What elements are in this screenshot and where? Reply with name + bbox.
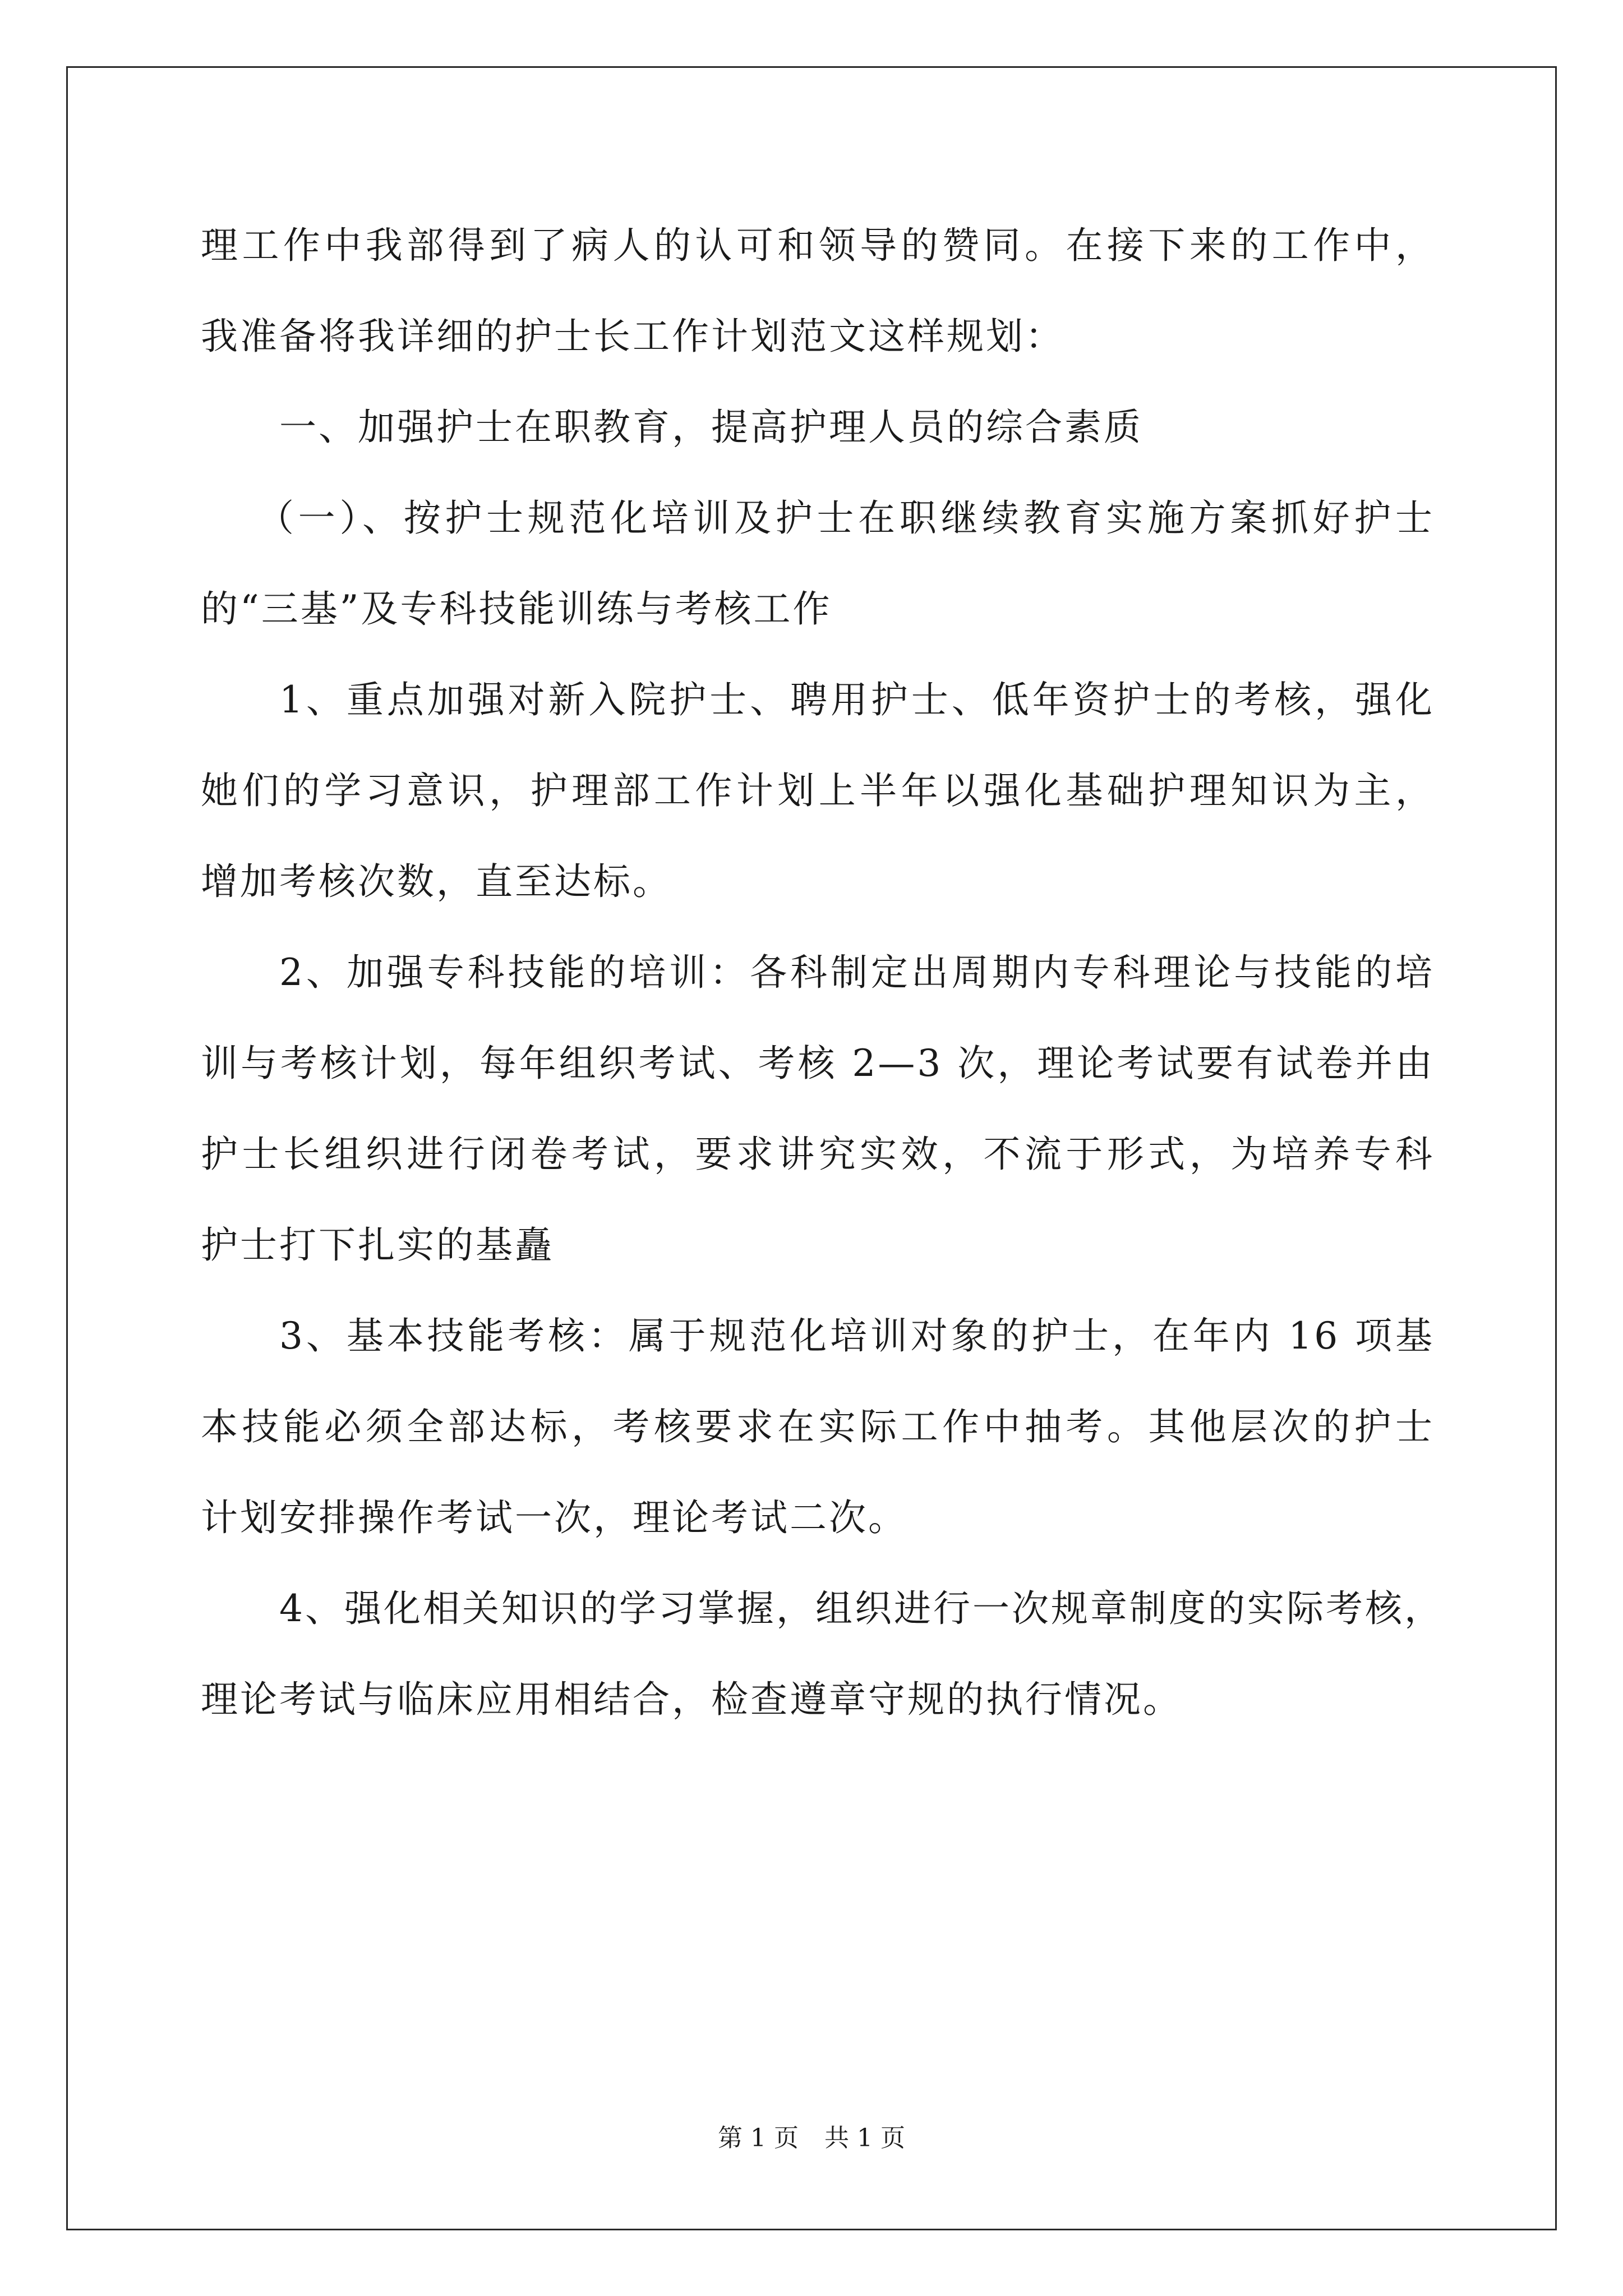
item-4-line-2: 理论考试与临床应用相结合，检查遵章守规的执行情况。	[201, 1678, 1182, 1721]
item-4-line-1: 4、强化相关知识的学习掌握，组织进行一次规章制度的实际考核，	[279, 1587, 1444, 1630]
item-2-line-2: 训与考核计划，每年组织考试、考核 2—3 次，理论考试要有试卷并由	[201, 1042, 1435, 1085]
text-line-2: 我准备将我详细的护士长工作计划范文这样规划：	[201, 315, 1064, 358]
item-2-line-4: 护士打下扎实的基矗	[201, 1223, 554, 1267]
page-footer	[0, 2123, 1623, 2154]
text-line-1: 理工作中我部得到了病人的认可和领导的赞同。在接下来的工作中，	[201, 224, 1435, 267]
item-1-line-2: 她们的学习意识，护理部工作计划上半年以强化基础护理知识为主，	[201, 769, 1435, 812]
item-3-line-3: 计划安排操作考试一次，理论考试二次。	[201, 1496, 907, 1539]
item-1-line-1: 1、重点加强对新入院护士、聘用护士、低年资护士的考核，强化	[279, 678, 1435, 721]
item-1-line-3: 增加考核次数，直至达标。	[201, 860, 672, 903]
section-heading-1: 一、加强护士在职教育，提高护理人员的综合素质	[279, 406, 1143, 449]
subsection-heading-1: （一）、按护士规范化培训及护士在职继续教育实施方案抓好护士	[257, 496, 1435, 540]
item-2-line-3: 护士长组织进行闭卷考试，要求讲究实效，不流于形式，为培养专科	[201, 1133, 1435, 1176]
page-number-current: 第 1 页	[718, 2124, 799, 2152]
item-2-line-1: 2、加强专科技能的培训：各科制定出周期内专科理论与技能的培	[279, 951, 1435, 994]
text-line-5: 的“三基”及专科技能训练与考核工作	[201, 587, 832, 631]
item-3-line-2: 本技能必须全部达标，考核要求在实际工作中抽考。其他层次的护士	[201, 1405, 1435, 1448]
item-3-line-1: 3、基本技能考核：属于规范化培训对象的护士，在年内 16 项基	[279, 1314, 1435, 1358]
page-number-total: 共 1 页	[824, 2124, 905, 2152]
